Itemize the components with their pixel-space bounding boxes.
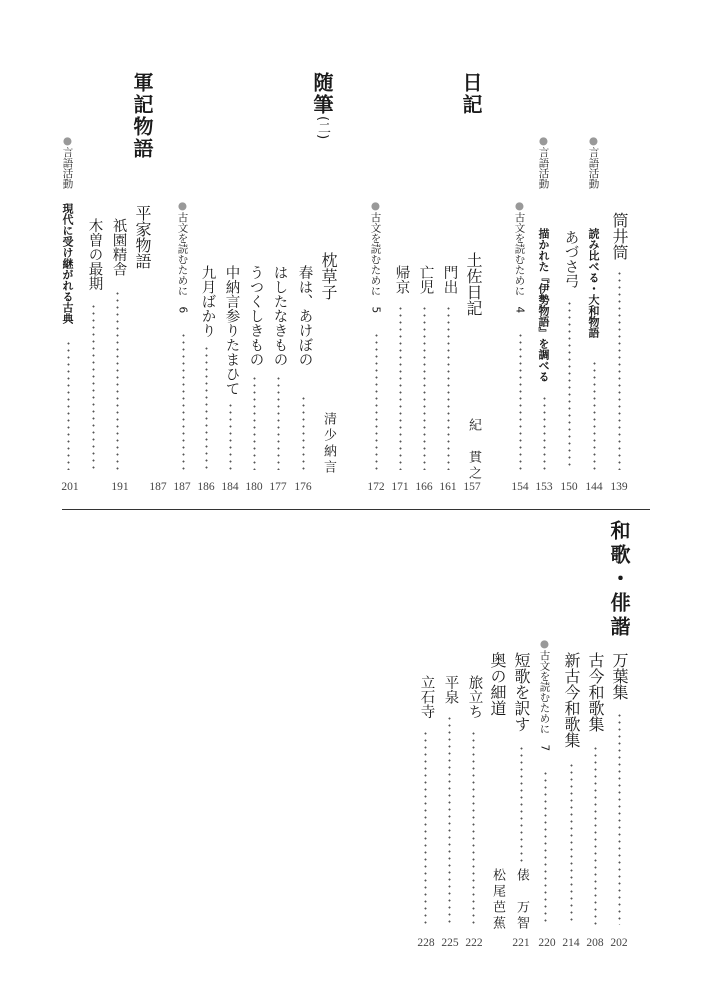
leader-dots [399, 305, 402, 470]
activity-label: 言語活動 [61, 147, 74, 189]
page-number: 176 [294, 481, 312, 493]
page-number: 172 [367, 481, 385, 493]
toc-entry-kadode: 門出 [441, 265, 458, 294]
page-number: 157 [463, 481, 481, 493]
leader-dots [593, 360, 596, 470]
page-number: 220 [538, 937, 556, 949]
section-heading-diary: 日記 [459, 72, 483, 116]
toc-entry-manyoshu: 万葉集 [610, 652, 629, 700]
toc-entry-oku-no-hosomichi: 奥の細道 [488, 652, 507, 716]
bullet-icon: ● [176, 200, 189, 212]
page-number: 161 [439, 481, 457, 493]
leader-dots [618, 712, 621, 925]
toc-entry-kobun-5 [370, 200, 381, 313]
page-number: 166 [415, 481, 433, 493]
toc-entry-gendai-ni-uketsugareru: 現代に受け継がれる古典 [61, 203, 74, 324]
leader-dots [182, 332, 185, 470]
leader-dots [67, 340, 70, 470]
page-number: 153 [535, 481, 553, 493]
kobun-label: 古文を読むために 6 [176, 212, 189, 314]
leader-dots [375, 332, 378, 470]
page-number: 184 [221, 481, 239, 493]
leader-dots [472, 730, 475, 925]
toc-entry-tosa-nikki: 土佐日記 [464, 252, 483, 316]
bullet-icon: ● [369, 200, 382, 212]
section-heading-essay [312, 72, 332, 139]
leader-dots [570, 762, 573, 925]
toc-note-activity [62, 135, 73, 189]
leader-dots [568, 300, 571, 470]
toc-entry-heike-monogatari: 平家物語 [133, 205, 152, 269]
leader-dots [543, 395, 546, 470]
kobun-label: 古文を読むために 7 [538, 650, 551, 752]
toc-entry-utsukushiki-mono: うつくしきもの [247, 265, 264, 367]
page-number: 214 [562, 937, 580, 949]
page-number: 222 [465, 937, 483, 949]
leader-dots [424, 730, 427, 925]
page-number: 208 [586, 937, 604, 949]
leader-dots [205, 345, 208, 470]
author-matsuo-basho: 松尾芭蕉 [490, 868, 505, 932]
toc-entry-boji: 亡児 [417, 265, 434, 294]
toc-entry-chunagon: 中納言参りたまひて [223, 265, 240, 396]
toc-entry-yomikuraberu: 読み比べる・大和物語 [587, 228, 600, 338]
toc-entry-haru-wa-akebono: 春は、あけぼの [296, 265, 313, 367]
page-number: 202 [610, 937, 628, 949]
section-divider [62, 509, 650, 510]
page-number: 139 [610, 481, 628, 493]
page-number: 191 [111, 481, 129, 493]
kobun-label: 古文を読むために 4 [513, 212, 526, 314]
page-number: 186 [197, 481, 215, 493]
page-number: 150 [560, 481, 578, 493]
page-number: 228 [417, 937, 435, 949]
page-number: 171 [391, 481, 409, 493]
toc-entry-kugatsu-bakari: 九月ばかり [199, 265, 216, 338]
section-heading-essay-title: 随筆 [310, 72, 334, 116]
page-number: 187 [149, 481, 167, 493]
toc-entry-makura-no-soshi: 枕草子 [319, 252, 338, 300]
leader-dots [92, 303, 95, 470]
page-number: 180 [245, 481, 263, 493]
toc-entry-tabidachi: 旅立ち [466, 675, 483, 719]
leader-dots [277, 375, 280, 470]
kobun-label: 古文を読むために 5 [369, 212, 382, 314]
activity-label: 言語活動 [537, 147, 550, 189]
toc-note-activity [588, 135, 599, 189]
section-heading-essay-suffix: (二) [315, 116, 330, 140]
page-number: 144 [585, 481, 603, 493]
toc-entry-kobun-7 [539, 638, 550, 751]
toc-entry-gion-shoja: 祇園精舎 [110, 218, 127, 276]
leader-dots [302, 395, 305, 470]
toc-entry-kobun-6 [177, 200, 188, 313]
page-number: 201 [61, 481, 79, 493]
leader-dots [447, 305, 450, 470]
leader-dots [544, 770, 547, 925]
page-number: 221 [512, 937, 530, 949]
leader-dots [520, 745, 523, 863]
author-ki-no-tsurayuki: 紀 貫之 [466, 418, 481, 482]
leader-dots [229, 402, 232, 470]
toc-entry-kiso-no-saigo: 木曽の最期 [86, 218, 103, 291]
bullet-icon: ● [537, 135, 550, 147]
bullet-icon: ● [61, 135, 74, 147]
toc-entry-tanka-wo-yakusu: 短歌を訳す [512, 652, 531, 732]
page-number: 187 [173, 481, 191, 493]
bullet-icon: ● [513, 200, 526, 212]
page-number: 177 [269, 481, 287, 493]
toc-entry-risshakuji: 立石寺 [418, 675, 435, 719]
author-tawara-machi: 俵 万智 [514, 868, 529, 932]
toc-note-activity [538, 135, 549, 189]
bullet-icon: ● [587, 135, 600, 147]
leader-dots [519, 332, 522, 470]
toc-entry-kokin-wakashu: 古今和歌集 [586, 652, 605, 732]
section-heading-waka-haikai: 和歌・俳諧 [607, 520, 631, 640]
toc-entry-azusayumi: あづさ弓 [562, 230, 579, 288]
activity-label: 言語活動 [587, 147, 600, 189]
toc-entry-tsutsuizutsu: 筒井筒 [610, 212, 629, 260]
toc-entry-kobun-4 [514, 200, 525, 313]
page-number: 225 [441, 937, 459, 949]
leader-dots [116, 290, 119, 470]
leader-dots [594, 745, 597, 925]
toc-entry-kikyo: 帰京 [393, 265, 410, 294]
leader-dots [448, 715, 451, 925]
leader-dots [253, 375, 256, 470]
toc-entry-shin-kokin-wakashu: 新古今和歌集 [562, 652, 581, 748]
author-sei-shonagon: 清少納言 [321, 412, 336, 476]
toc-entry-hiraizumi: 平泉 [442, 675, 459, 704]
bullet-icon: ● [538, 638, 551, 650]
page-number: 154 [511, 481, 529, 493]
toc-entry-hashitanaki-mono: はしたなきもの [271, 265, 288, 367]
section-heading-war-tales: 軍記物語 [130, 72, 154, 160]
leader-dots [423, 305, 426, 470]
toc-entry-egakareta-ise: 描かれた『伊勢物語』を調べる [537, 228, 550, 382]
leader-dots [618, 270, 621, 470]
